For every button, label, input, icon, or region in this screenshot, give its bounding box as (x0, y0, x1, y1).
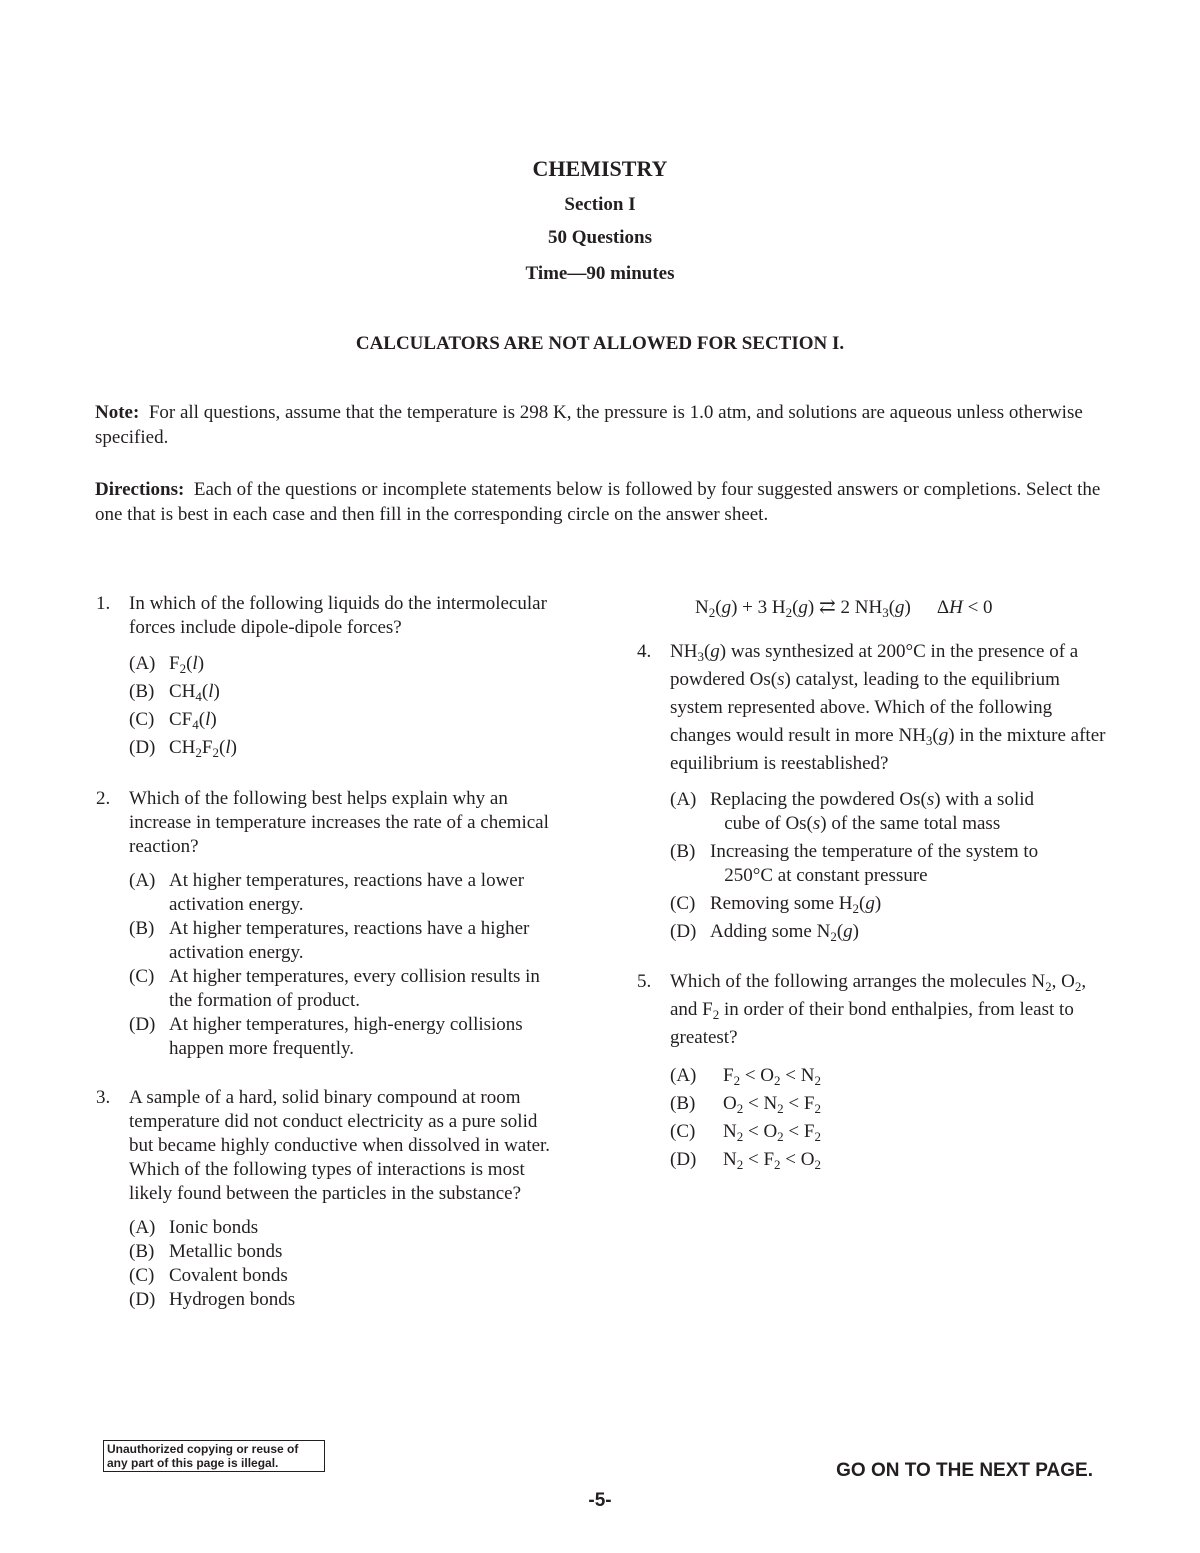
next-page-prompt: GO ON TO THE NEXT PAGE. (836, 1460, 1093, 1481)
note-label: Note: (95, 402, 140, 423)
option-c[interactable] (129, 706, 566, 734)
option-c[interactable] (129, 1264, 566, 1288)
option-b[interactable] (670, 1090, 1107, 1118)
option-text: Covalent bonds (169, 1265, 288, 1286)
option-text: Adding some $N_2(g)$ (710, 921, 859, 944)
option-a[interactable] (670, 1062, 1107, 1090)
option-letter: (C) (129, 709, 155, 730)
option-text: Ionic bonds (169, 1217, 259, 1238)
question-number: 1. (96, 593, 111, 614)
option-c[interactable] (670, 1118, 1107, 1146)
option-text: Removing some $H_2(g)$ (710, 893, 882, 916)
answer-options (670, 788, 1107, 944)
option-text: At higher temperatures, high-energy collisions happen more frequently. (169, 1014, 523, 1059)
note-paragraph (95, 400, 1105, 450)
option-letter: (D) (129, 1014, 156, 1035)
answer-options (129, 650, 566, 762)
option-b[interactable] (129, 1240, 566, 1264)
option-c[interactable] (670, 892, 1107, 916)
option-text: At higher temperatures, reactions have a lower activation energy. (169, 870, 525, 915)
option-letter: (A) (129, 870, 156, 891)
option-a[interactable] (129, 869, 566, 917)
question-2 (96, 787, 566, 1061)
question-number: 4. (637, 641, 652, 662)
option-letter: (D) (129, 1289, 156, 1310)
question-stem: Which of the following best helps explain why an increase in temperature increases the rate of a chemical reaction? (129, 788, 549, 857)
option-letter: (B) (670, 841, 696, 862)
option-d[interactable] (670, 1146, 1107, 1174)
option-text: $N_2 < F_2 < O_2$ (723, 1149, 821, 1172)
option-c[interactable] (129, 965, 566, 1013)
question-4 (637, 638, 1107, 944)
option-letter: (C) (670, 893, 696, 914)
left-column (96, 592, 566, 1312)
option-a[interactable] (670, 788, 1107, 836)
option-text: Replacing the powdered Os(s) with a solid cube of Os(s) of the same total mass (710, 789, 1035, 834)
option-text: $F_2 < O_2 < N_2$ (723, 1065, 821, 1088)
equilibrium-arrows-icon: ⇄ (818, 596, 836, 618)
option-d[interactable] (670, 920, 1107, 944)
copyright-notice: Unauthorized copying or reuse of any part of this page is illegal. (103, 1440, 325, 1472)
option-text: $CH_2F_2(l)$ (169, 737, 237, 760)
option-letter: (C) (129, 1265, 155, 1286)
question-stem: A sample of a hard, solid binary compound at room temperature did not conduct electricity as a pure solid but became highly conductive when dissolved in water. Which of the following types of interactions is most likely found between the particles in the substance? (129, 1087, 551, 1204)
option-letter: (B) (670, 1093, 696, 1114)
directions-label: Directions: (95, 479, 185, 500)
option-text: $N_2 < O_2 < F_2$ (723, 1121, 821, 1144)
equilibrium-equation: $N_2(g) + 3$ $H_2(g)$ ⇄ 2 $NH_3(g) \Delta H < 0$ (695, 596, 993, 620)
page-number: -5- (588, 1490, 612, 1511)
time-limit: Time—90 minutes (525, 263, 675, 284)
option-d[interactable] (129, 1013, 566, 1061)
option-text: $O_2 < N_2 < F_2$ (723, 1093, 821, 1116)
subject-title: CHEMISTRY (532, 156, 668, 181)
option-letter: (A) (670, 789, 697, 810)
option-text: Hydrogen bonds (169, 1289, 296, 1310)
question-1 (96, 592, 566, 762)
option-letter: (B) (129, 918, 155, 939)
option-text: At higher temperatures, reactions have a higher activation energy. (169, 918, 530, 963)
option-letter: (C) (670, 1121, 696, 1142)
option-text: $F_2(l)$ (169, 653, 205, 676)
option-letter: (D) (670, 1149, 697, 1170)
question-number: 3. (96, 1087, 111, 1108)
option-b[interactable] (129, 917, 566, 965)
option-b[interactable] (129, 678, 566, 706)
option-a[interactable] (129, 650, 566, 678)
option-text: $CF_4(l)$ (169, 709, 217, 732)
option-letter: (B) (129, 681, 155, 702)
option-letter: (A) (129, 653, 156, 674)
option-letter: (C) (129, 966, 155, 987)
question-3 (96, 1086, 566, 1312)
option-d[interactable] (129, 1288, 566, 1312)
section-label: Section I (564, 194, 636, 215)
option-a[interactable] (129, 1216, 566, 1240)
calculator-notice: CALCULATORS ARE NOT ALLOWED FOR SECTION I. (355, 333, 845, 354)
question-stem: In which of the following liquids do the intermolecular forces include dipole-dipole forces? (129, 593, 547, 638)
question-5 (637, 968, 1107, 1174)
answer-options (129, 869, 566, 1061)
option-letter: (B) (129, 1241, 155, 1262)
option-letter: (A) (670, 1065, 697, 1086)
question-stem: $NH_3(g)$ was synthesized at 200°C in the presence of a powdered Os(s) catalyst, leading to the equilibrium system represented above. Which of the following changes would result in more $NH_3(g)$ in the mixture after equilibrium is reestablished? (670, 641, 1106, 774)
question-number: 2. (96, 788, 111, 809)
question-count: 50 Questions (548, 227, 652, 248)
option-letter: (A) (129, 1217, 156, 1238)
question-stem: Which of the following arranges the molecules $N_2$, $O_2$, and $F_2$ in order of their bond enthalpies, from least to greatest? (670, 971, 1087, 1048)
option-d[interactable] (129, 734, 566, 762)
option-text: At higher temperatures, every collision results in the formation of product. (169, 966, 540, 1011)
right-column (637, 638, 1107, 1174)
option-letter: (D) (129, 737, 156, 758)
answer-options (129, 1216, 566, 1312)
note-text: For all questions, assume that the temperature is 298 K, the pressure is 1.0 atm, and solutions are aqueous unless otherwise specified. (95, 402, 1083, 448)
option-text: $CH_4(l)$ (169, 681, 220, 704)
answer-options (670, 1062, 1107, 1174)
option-letter: (D) (670, 921, 697, 942)
directions-paragraph (95, 477, 1105, 527)
option-text: Increasing the temperature of the system to 250°C at constant pressure (710, 841, 1039, 886)
question-number: 5. (637, 971, 652, 992)
option-text: Metallic bonds (169, 1241, 283, 1262)
directions-text: Each of the questions or incomplete statements below is followed by four suggested answers or completions. Select the one that is best in each case and then fill in the corresponding circle on the answer sheet. (95, 479, 1101, 525)
option-b[interactable] (670, 840, 1107, 888)
